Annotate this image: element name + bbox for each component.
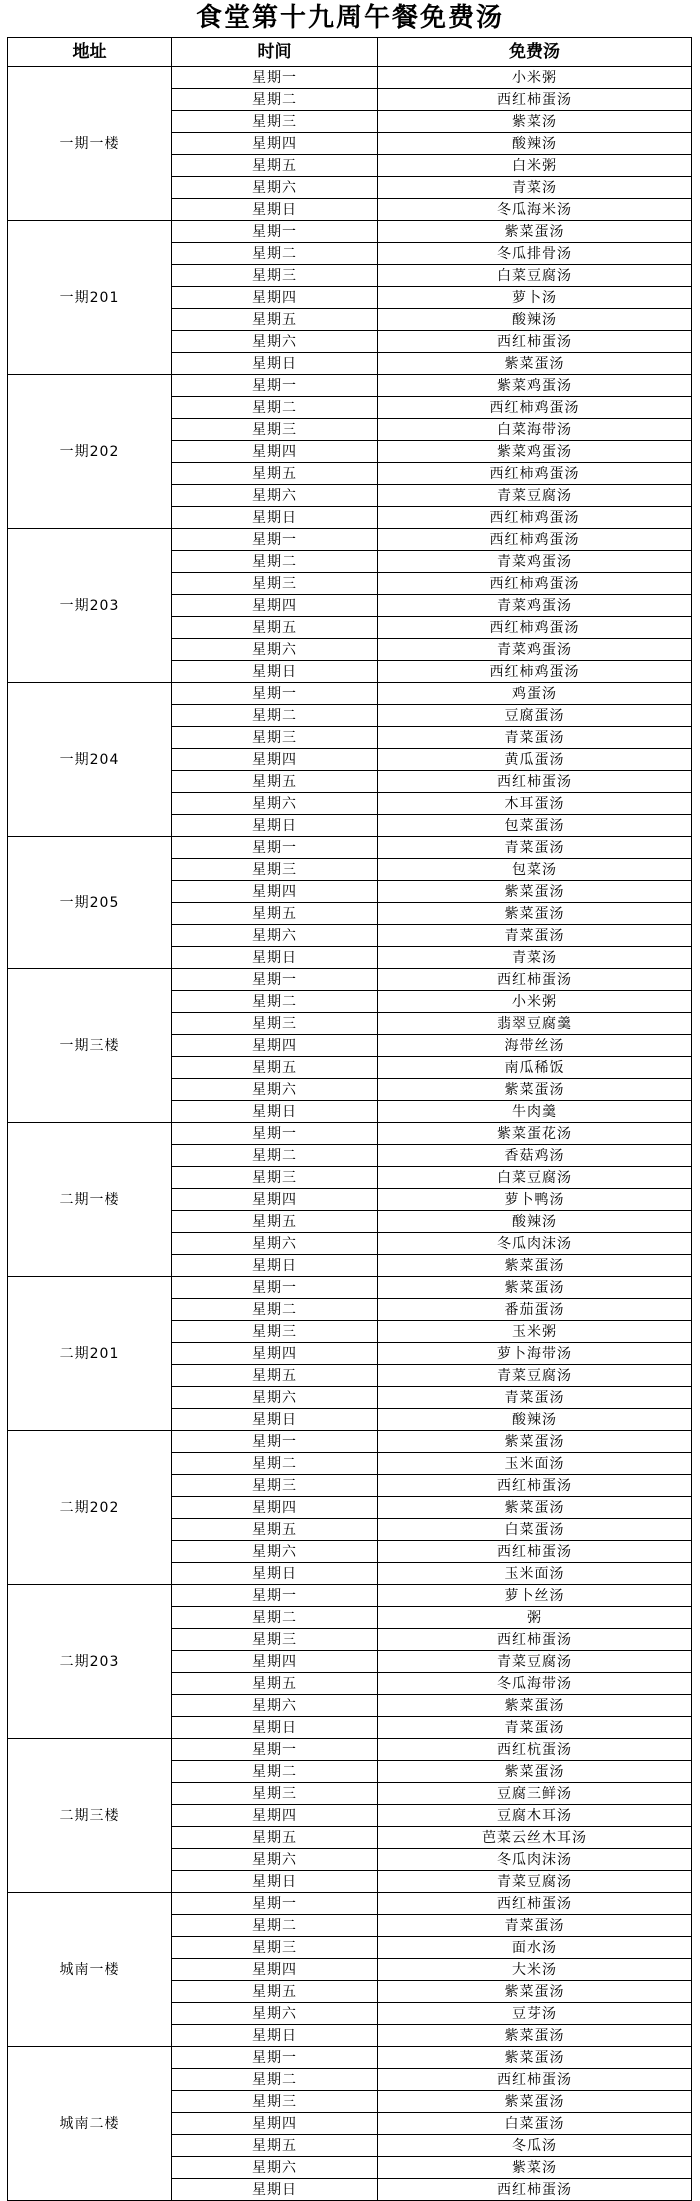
header-day: 时间: [172, 38, 378, 67]
weekday-cell: 星期四: [172, 133, 378, 155]
soup-cell: 萝卜鸭汤: [378, 1189, 692, 1211]
soup-cell: 番茄蛋汤: [378, 1299, 692, 1321]
soup-cell: 青菜蛋汤: [378, 925, 692, 947]
weekday-cell: 星期六: [172, 177, 378, 199]
soup-cell: 紫菜蛋汤: [378, 1695, 692, 1717]
soup-cell: 青菜蛋汤: [378, 837, 692, 859]
location-cell: 一期三楼: [8, 969, 172, 1123]
weekday-cell: 星期日: [172, 507, 378, 529]
table-row: [8, 1893, 692, 1915]
location-cell: 二期202: [8, 1431, 172, 1585]
table-row: [8, 1431, 692, 1453]
weekday-cell: 星期五: [172, 771, 378, 793]
soup-cell: 西红柿鸡蛋汤: [378, 529, 692, 551]
soup-cell: 萝卜丝汤: [378, 1585, 692, 1607]
soup-cell: 酸辣汤: [378, 1211, 692, 1233]
weekday-cell: 星期一: [172, 1123, 378, 1145]
weekday-cell: 星期日: [172, 199, 378, 221]
weekday-cell: 星期六: [172, 1849, 378, 1871]
soup-cell: 玉米面汤: [378, 1563, 692, 1585]
location-cell: 二期203: [8, 1585, 172, 1739]
soup-cell: 白米粥: [378, 155, 692, 177]
soup-cell: 西红柿蛋汤: [378, 771, 692, 793]
soup-cell: 紫菜汤: [378, 111, 692, 133]
soup-cell: 青菜汤: [378, 177, 692, 199]
soup-cell: 西红杭蛋汤: [378, 1739, 692, 1761]
soup-cell: 紫菜蛋汤: [378, 1255, 692, 1277]
soup-cell: 小米粥: [378, 67, 692, 89]
soup-cell: 白菜豆腐汤: [378, 265, 692, 287]
weekday-cell: 星期四: [172, 749, 378, 771]
soup-cell: 青菜汤: [378, 947, 692, 969]
weekday-cell: 星期五: [172, 463, 378, 485]
weekday-cell: 星期四: [172, 287, 378, 309]
location-cell: 一期201: [8, 221, 172, 375]
weekday-cell: 星期二: [172, 1453, 378, 1475]
weekday-cell: 星期日: [172, 1255, 378, 1277]
soup-cell: 紫菜蛋汤: [378, 2047, 692, 2069]
weekday-cell: 星期三: [172, 111, 378, 133]
weekday-cell: 星期三: [172, 2091, 378, 2113]
weekday-cell: 星期六: [172, 2003, 378, 2025]
location-cell: 城南一楼: [8, 1893, 172, 2047]
weekday-cell: 星期二: [172, 705, 378, 727]
weekday-cell: 星期四: [172, 1651, 378, 1673]
weekday-cell: 星期四: [172, 1343, 378, 1365]
soup-cell: 紫菜蛋汤: [378, 2091, 692, 2113]
table-row: [8, 1277, 692, 1299]
soup-cell: 紫菜蛋汤: [378, 1761, 692, 1783]
soup-cell: 青菜豆腐汤: [378, 1365, 692, 1387]
weekday-cell: 星期六: [172, 639, 378, 661]
table-row: [8, 1123, 692, 1145]
soup-cell: 紫菜蛋汤: [378, 903, 692, 925]
soup-cell: 西红柿蛋汤: [378, 1893, 692, 1915]
weekday-cell: 星期三: [172, 859, 378, 881]
soup-cell: 白菜海带汤: [378, 419, 692, 441]
soup-cell: 紫菜汤: [378, 2157, 692, 2179]
soup-cell: 西红柿蛋汤: [378, 1541, 692, 1563]
table-row: [8, 529, 692, 551]
table-row: [8, 969, 692, 991]
location-cell: 二期一楼: [8, 1123, 172, 1277]
weekday-cell: 星期一: [172, 2047, 378, 2069]
weekday-cell: 星期二: [172, 1761, 378, 1783]
table-row: [8, 683, 692, 705]
weekday-cell: 星期四: [172, 1035, 378, 1057]
soup-cell: 冬瓜海带汤: [378, 1673, 692, 1695]
table-row: [8, 221, 692, 243]
weekday-cell: 星期五: [172, 2135, 378, 2157]
header-soup: 免费汤: [378, 38, 692, 67]
weekday-cell: 星期三: [172, 1013, 378, 1035]
soup-cell: 白菜蛋汤: [378, 1519, 692, 1541]
soup-cell: 酸辣汤: [378, 133, 692, 155]
table-row: [8, 67, 692, 89]
soup-cell: 青菜豆腐汤: [378, 1651, 692, 1673]
soup-cell: 青菜蛋汤: [378, 1387, 692, 1409]
weekday-cell: 星期一: [172, 375, 378, 397]
soup-cell: 牛肉羹: [378, 1101, 692, 1123]
soup-cell: 西红柿鸡蛋汤: [378, 573, 692, 595]
weekday-cell: 星期一: [172, 67, 378, 89]
weekday-cell: 星期五: [172, 309, 378, 331]
soup-cell: 紫菜蛋花汤: [378, 1123, 692, 1145]
soup-cell: 青菜鸡蛋汤: [378, 551, 692, 573]
soup-cell: 青菜鸡蛋汤: [378, 595, 692, 617]
weekday-cell: 星期日: [172, 1101, 378, 1123]
table-row: [8, 2047, 692, 2069]
soup-cell: 西红柿蛋汤: [378, 969, 692, 991]
weekday-cell: 星期一: [172, 1739, 378, 1761]
soup-cell: 西红柿鸡蛋汤: [378, 617, 692, 639]
soup-cell: 紫菜蛋汤: [378, 1277, 692, 1299]
soup-cell: 大米汤: [378, 1959, 692, 1981]
soup-cell: 青菜豆腐汤: [378, 485, 692, 507]
weekday-cell: 星期五: [172, 1057, 378, 1079]
soup-cell: 包菜蛋汤: [378, 815, 692, 837]
weekday-cell: 星期一: [172, 1585, 378, 1607]
weekday-cell: 星期一: [172, 837, 378, 859]
soup-cell: 冬瓜海米汤: [378, 199, 692, 221]
soup-cell: 萝卜海带汤: [378, 1343, 692, 1365]
soup-cell: 青菜豆腐汤: [378, 1871, 692, 1893]
soup-cell: 西红柿鸡蛋汤: [378, 463, 692, 485]
weekday-cell: 星期一: [172, 1431, 378, 1453]
soup-cell: 白菜豆腐汤: [378, 1167, 692, 1189]
soup-cell: 黄瓜蛋汤: [378, 749, 692, 771]
weekday-cell: 星期日: [172, 2025, 378, 2047]
soup-cell: 紫菜蛋汤: [378, 1981, 692, 2003]
soup-cell: 海带丝汤: [378, 1035, 692, 1057]
soup-cell: 紫菜蛋汤: [378, 353, 692, 375]
weekday-cell: 星期日: [172, 815, 378, 837]
weekday-cell: 星期五: [172, 903, 378, 925]
soup-cell: 西红柿蛋汤: [378, 1475, 692, 1497]
weekday-cell: 星期二: [172, 551, 378, 573]
weekday-cell: 星期二: [172, 2069, 378, 2091]
table-row: [8, 1739, 692, 1761]
weekday-cell: 星期二: [172, 991, 378, 1013]
weekday-cell: 星期五: [172, 155, 378, 177]
weekday-cell: 星期五: [172, 1673, 378, 1695]
soup-cell: 芭菜云丝木耳汤: [378, 1827, 692, 1849]
soup-cell: 萝卜汤: [378, 287, 692, 309]
weekday-cell: 星期四: [172, 1805, 378, 1827]
weekday-cell: 星期四: [172, 1497, 378, 1519]
weekday-cell: 星期一: [172, 221, 378, 243]
weekday-cell: 星期四: [172, 595, 378, 617]
weekday-cell: 星期五: [172, 1519, 378, 1541]
soup-cell: 豆腐木耳汤: [378, 1805, 692, 1827]
weekday-cell: 星期三: [172, 1937, 378, 1959]
weekday-cell: 星期一: [172, 1277, 378, 1299]
weekday-cell: 星期三: [172, 419, 378, 441]
location-cell: 一期202: [8, 375, 172, 529]
soup-cell: 青菜鸡蛋汤: [378, 639, 692, 661]
soup-cell: 冬瓜排骨汤: [378, 243, 692, 265]
weekday-cell: 星期二: [172, 243, 378, 265]
soup-cell: 冬瓜肉沫汤: [378, 1233, 692, 1255]
soup-cell: 冬瓜汤: [378, 2135, 692, 2157]
weekday-cell: 星期三: [172, 1167, 378, 1189]
weekday-cell: 星期六: [172, 1233, 378, 1255]
weekday-cell: 星期日: [172, 353, 378, 375]
weekday-cell: 星期一: [172, 1893, 378, 1915]
soup-cell: 豆芽汤: [378, 2003, 692, 2025]
location-cell: 二期三楼: [8, 1739, 172, 1893]
soup-cell: 玉米面汤: [378, 1453, 692, 1475]
soup-cell: 木耳蛋汤: [378, 793, 692, 815]
table-header: [8, 38, 692, 67]
soup-cell: 酸辣汤: [378, 309, 692, 331]
weekday-cell: 星期日: [172, 2179, 378, 2201]
weekday-cell: 星期六: [172, 793, 378, 815]
weekday-cell: 星期四: [172, 2113, 378, 2135]
soup-cell: 面水汤: [378, 1937, 692, 1959]
weekday-cell: 星期二: [172, 1607, 378, 1629]
soup-cell: 青菜蛋汤: [378, 1915, 692, 1937]
soup-cell: 小米粥: [378, 991, 692, 1013]
soup-cell: 翡翠豆腐羹: [378, 1013, 692, 1035]
weekday-cell: 星期六: [172, 1079, 378, 1101]
weekday-cell: 星期三: [172, 1629, 378, 1651]
weekday-cell: 星期四: [172, 1189, 378, 1211]
location-cell: 二期201: [8, 1277, 172, 1431]
weekday-cell: 星期五: [172, 1365, 378, 1387]
weekday-cell: 星期六: [172, 925, 378, 947]
soup-cell: 西红柿蛋汤: [378, 2179, 692, 2201]
soup-cell: 豆腐三鲜汤: [378, 1783, 692, 1805]
soup-cell: 豆腐蛋汤: [378, 705, 692, 727]
weekday-cell: 星期五: [172, 1211, 378, 1233]
weekday-cell: 星期日: [172, 661, 378, 683]
soup-cell: 青菜蛋汤: [378, 727, 692, 749]
soup-cell: 西红柿鸡蛋汤: [378, 661, 692, 683]
weekday-cell: 星期五: [172, 1827, 378, 1849]
header-row: [8, 38, 692, 67]
soup-cell: 酸辣汤: [378, 1409, 692, 1431]
soup-cell: 香菇鸡汤: [378, 1145, 692, 1167]
soup-cell: 西红柿鸡蛋汤: [378, 397, 692, 419]
table-row: [8, 837, 692, 859]
weekday-cell: 星期五: [172, 617, 378, 639]
soup-cell: 冬瓜肉沫汤: [378, 1849, 692, 1871]
weekday-cell: 星期日: [172, 1871, 378, 1893]
weekday-cell: 星期六: [172, 331, 378, 353]
weekday-cell: 星期六: [172, 485, 378, 507]
weekday-cell: 星期六: [172, 1695, 378, 1717]
weekday-cell: 星期四: [172, 441, 378, 463]
weekday-cell: 星期三: [172, 265, 378, 287]
soup-cell: 白菜蛋汤: [378, 2113, 692, 2135]
soup-cell: 紫菜鸡蛋汤: [378, 441, 692, 463]
weekday-cell: 星期四: [172, 1959, 378, 1981]
weekday-cell: 星期一: [172, 969, 378, 991]
weekday-cell: 星期六: [172, 1387, 378, 1409]
weekday-cell: 星期三: [172, 1475, 378, 1497]
soup-cell: 玉米粥: [378, 1321, 692, 1343]
soup-cell: 紫菜蛋汤: [378, 1497, 692, 1519]
location-cell: 一期一楼: [8, 67, 172, 221]
soup-cell: 南瓜稀饭: [378, 1057, 692, 1079]
weekday-cell: 星期二: [172, 1299, 378, 1321]
table-row: [8, 1585, 692, 1607]
weekday-cell: 星期一: [172, 683, 378, 705]
soup-cell: 紫菜蛋汤: [378, 881, 692, 903]
location-cell: 一期205: [8, 837, 172, 969]
weekday-cell: 星期六: [172, 1541, 378, 1563]
weekday-cell: 星期二: [172, 1145, 378, 1167]
soup-cell: 西红柿蛋汤: [378, 89, 692, 111]
weekday-cell: 星期三: [172, 573, 378, 595]
weekday-cell: 星期五: [172, 1981, 378, 2003]
table-row: [8, 375, 692, 397]
weekday-cell: 星期二: [172, 1915, 378, 1937]
weekday-cell: 星期日: [172, 1563, 378, 1585]
soup-cell: 包菜汤: [378, 859, 692, 881]
soup-cell: 紫菜蛋汤: [378, 1431, 692, 1453]
soup-cell: 西红柿蛋汤: [378, 331, 692, 353]
soup-cell: 紫菜蛋汤: [378, 221, 692, 243]
table-body: [8, 67, 692, 2201]
weekday-cell: 星期日: [172, 947, 378, 969]
soup-cell: 粥: [378, 1607, 692, 1629]
weekday-cell: 星期日: [172, 1409, 378, 1431]
weekday-cell: 星期三: [172, 727, 378, 749]
weekday-cell: 星期三: [172, 1783, 378, 1805]
page-title: 食堂第十九周午餐免费汤: [195, 3, 504, 33]
weekday-cell: 星期三: [172, 1321, 378, 1343]
location-cell: 一期203: [8, 529, 172, 683]
soup-cell: 紫菜蛋汤: [378, 1079, 692, 1101]
header-address: 地址: [8, 38, 172, 67]
weekday-cell: 星期一: [172, 529, 378, 551]
weekday-cell: 星期四: [172, 881, 378, 903]
weekday-cell: 星期日: [172, 1717, 378, 1739]
weekday-cell: 星期二: [172, 89, 378, 111]
soup-cell: 西红柿蛋汤: [378, 1629, 692, 1651]
weekday-cell: 星期六: [172, 2157, 378, 2179]
weekday-cell: 星期二: [172, 397, 378, 419]
soup-schedule-table: [7, 37, 692, 2201]
soup-cell: 西红柿蛋汤: [378, 2069, 692, 2091]
soup-cell: 紫菜蛋汤: [378, 2025, 692, 2047]
soup-cell: 青菜蛋汤: [378, 1717, 692, 1739]
location-cell: 一期204: [8, 683, 172, 837]
soup-cell: 紫菜鸡蛋汤: [378, 375, 692, 397]
location-cell: 城南二楼: [8, 2047, 172, 2201]
soup-cell: 西红柿鸡蛋汤: [378, 507, 692, 529]
soup-cell: 鸡蛋汤: [378, 683, 692, 705]
